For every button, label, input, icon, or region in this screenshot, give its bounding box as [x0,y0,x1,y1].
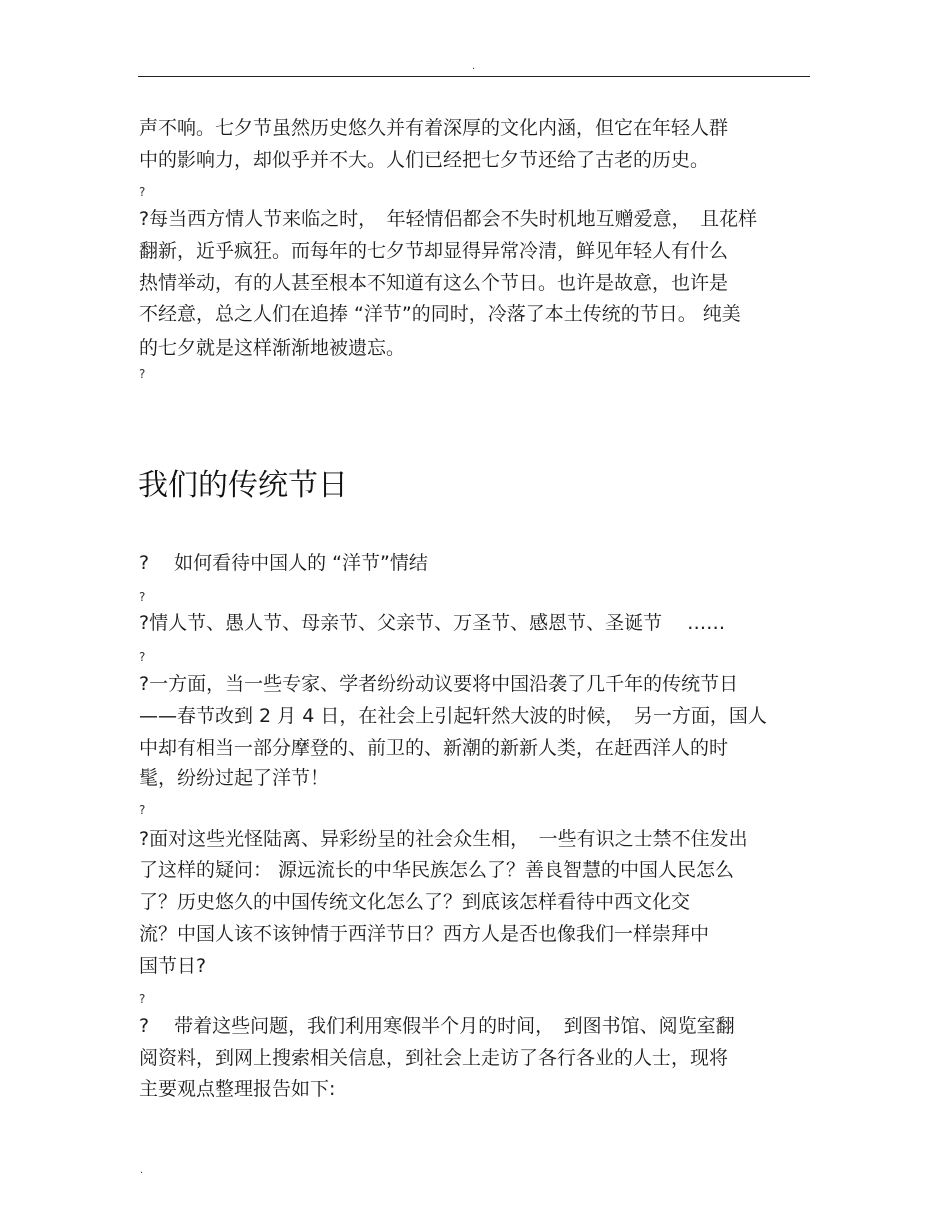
text-line: 翻新，近乎疯狂。而每年的七夕节却显得异常冷清，鲜见年轻人有什么 [139,240,729,262]
text-line: 了这样的疑问： 源远流长的中华民族怎么了？善良智慧的中国人民怎么 [139,859,735,881]
text-line: ?面对这些光怪陆离、异彩纷呈的社会众生相， 一些有识之士禁不住发出 [139,828,748,850]
text-line: ? 如何看待中国人的 “洋节”情结 [139,552,428,574]
paragraph-marker: ? [139,992,146,1006]
text-line: 国节日? [139,955,207,977]
paragraph-marker: ? [139,650,146,664]
text-line: ?情人节、愚人节、母亲节、父亲节、万圣节、感恩节、圣诞节 …… [139,612,726,634]
text-line: 主要观点整理报告如下: [139,1078,336,1100]
text-line: 阅资料，到网上搜索相关信息，到社会上走访了各行各业的人士，现将 [139,1047,729,1069]
footer-dot: . [140,1165,144,1176]
text-line: 不经意，总之人们在追捧 “洋节”的同时，冷落了本土传统的节日。 纯美 [139,303,741,325]
text-line: ? 带着这些问题，我们利用寒假半个月的时间， 到图书馆、阅览室翻 [139,1015,735,1037]
text-line: 的七夕就是这样渐渐地被遗忘。 [139,337,406,359]
paragraph-marker: ? [139,367,146,381]
header-rule [138,76,810,77]
text-line: ——春节改到 2 月 4 日，在社会上引起轩然大波的时候， 另一方面，国人 [139,705,767,727]
paragraph-marker: ? [139,803,146,817]
text-line: 热情举动，有的人甚至根本不知道有这么个节日。也许是故意，也许是 [139,272,729,294]
text-line: 中却有相当一部分摩登的、前卫的、新潮的新新人类，在赶西洋人的时 [139,737,729,759]
paragraph-marker: ? [139,185,146,199]
text-line: 了？历史悠久的中国传统文化怎么了？到底该怎样看待中西文化交 [139,891,691,913]
text-line: ?一方面，当一些专家、学者纷纷动议要将中国沿袭了几千年的传统节日 [139,673,739,695]
header-dot: . [472,61,476,72]
paragraph-marker: ? [139,590,146,604]
section-heading: 我们的传统节日 [138,468,348,503]
text-line: 流？中国人该不该钟情于西洋节日？西方人是否也像我们一样崇拜中 [139,923,710,945]
text-line: 髦，纷纷过起了洋节！ [139,767,330,789]
text-line: ?每当西方情人节来临之时， 年轻情侣都会不失时机地互赠爱意， 且花样 [139,208,758,230]
text-line: 声不响。七夕节虽然历史悠久并有着深厚的文化内涵，但它在年轻人群 [139,117,729,139]
text-line: 中的影响力，却似乎并不大。人们已经把七夕节还给了古老的历史。 [139,149,710,171]
